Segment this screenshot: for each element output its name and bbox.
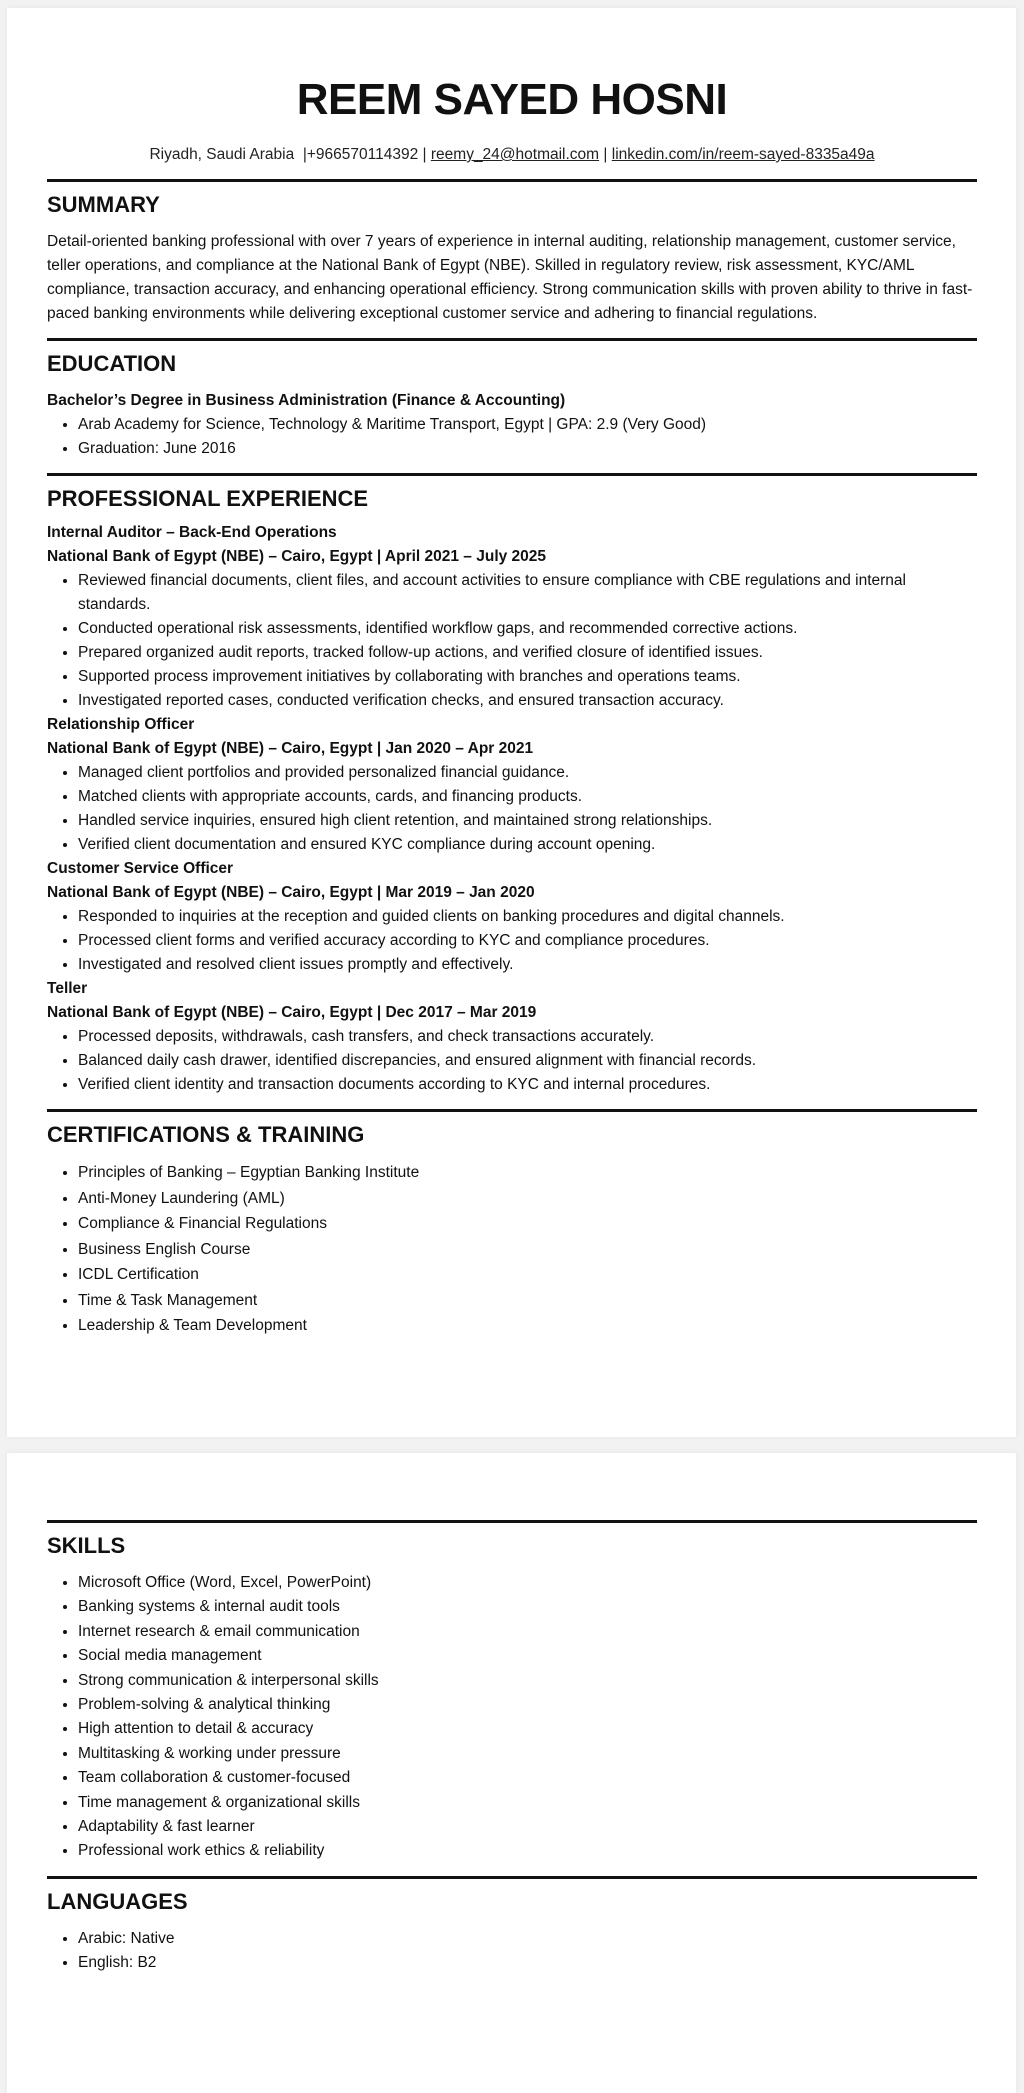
list-item: • Time management & organizational skills xyxy=(78,1791,977,1815)
divider xyxy=(47,1109,977,1112)
list-item: • Handled service inquiries, ensured high client retention, and maintained strong relationships. xyxy=(78,809,977,833)
resume-page-2 xyxy=(7,1453,1016,2093)
list-item: • Anti-Money Laundering (AML) xyxy=(78,1186,977,1212)
job-role: Customer Service Officer xyxy=(47,860,234,877)
list-item: • Professional work ethics & reliability xyxy=(78,1839,977,1863)
certifications-list xyxy=(47,1160,977,1339)
list-item: • Adaptability & fast learner xyxy=(78,1815,977,1839)
divider xyxy=(47,1520,977,1523)
list-item: • Internet research & email communication xyxy=(78,1620,977,1644)
job-bullets xyxy=(47,905,977,977)
languages-list xyxy=(47,1927,977,1976)
divider xyxy=(47,473,977,476)
skills-list xyxy=(47,1571,977,1864)
list-item: • Responded to inquiries at the reception and guided clients on banking procedures and digital channels. xyxy=(78,905,977,929)
job xyxy=(47,521,977,713)
list-item: • Matched clients with appropriate accounts, cards, and financing products. xyxy=(78,785,977,809)
job-bullets xyxy=(47,761,977,857)
list-item: • Compliance & Financial Regulations xyxy=(78,1211,977,1237)
job xyxy=(47,713,977,857)
email-link[interactable]: reemy_24@hotmail.com xyxy=(430,146,600,163)
linkedin-link[interactable]: linkedin.com/in/reem-sayed-8335a49a xyxy=(611,146,875,163)
divider xyxy=(47,1876,977,1879)
list-item: • Verified client identity and transaction documents according to KYC and internal procedures. xyxy=(78,1073,977,1097)
job-bullets xyxy=(47,569,977,713)
section-heading-certifications: CERTIFICATIONS & TRAINING xyxy=(47,1122,365,1147)
list-item: • Time & Task Management xyxy=(78,1288,977,1314)
list-item: • Microsoft Office (Word, Excel, PowerPoint) xyxy=(78,1571,977,1595)
contact-line xyxy=(47,143,977,167)
job-org: National Bank of Egypt (NBE) – Cairo, Egypt | Dec 2017 – Mar 2019 xyxy=(47,1004,537,1021)
list-item: • Balanced daily cash drawer, identified discrepancies, and ensured alignment with financial records. xyxy=(78,1049,977,1073)
candidate-name: REEM SAYED HOSNI xyxy=(296,75,728,124)
list-item: • Principles of Banking – Egyptian Banking Institute xyxy=(78,1160,977,1186)
summary-text: Detail-oriented banking professional with over 7 years of experience in internal auditing, relationship management, customer service, teller operations, and compliance at the National Bank of Egypt (NBE). Skilled in regulatory review, risk assessment, KYC/AML compliance, transaction accuracy, and enhancing operational efficiency. Strong communication skills with proven ability to thrive in fast-paced banking environments while delivering exceptional customer service and adhering to financial regulations. xyxy=(47,233,973,322)
section-heading-education: EDUCATION xyxy=(47,351,177,376)
job-org: National Bank of Egypt (NBE) – Cairo, Egypt | Jan 2020 – Apr 2021 xyxy=(47,740,534,757)
list-item: • Processed client forms and verified accuracy according to KYC and compliance procedures. xyxy=(78,929,977,953)
list-item: • Investigated and resolved client issues promptly and effectively. xyxy=(78,953,977,977)
list-item: • Processed deposits, withdrawals, cash transfers, and check transactions accurately. xyxy=(78,1025,977,1049)
list-item: • Conducted operational risk assessments, identified workflow gaps, and recommended corrective actions. xyxy=(78,617,977,641)
list-item: • Strong communication & interpersonal skills xyxy=(78,1669,977,1693)
list-item: • Arabic: Native xyxy=(78,1927,977,1951)
job-role: Internal Auditor – Back-End Operations xyxy=(47,524,337,541)
list-item: • Supported process improvement initiatives by collaborating with branches and operations teams. xyxy=(78,665,977,689)
phone: +966570114392 xyxy=(306,146,419,163)
list-item: • English: B2 xyxy=(78,1951,977,1975)
list-item: • Verified client documentation and ensured KYC compliance during account opening. xyxy=(78,833,977,857)
divider xyxy=(47,338,977,341)
list-item: • Prepared organized audit reports, tracked follow-up actions, and verified closure of identified issues. xyxy=(78,641,977,665)
section-heading-skills: SKILLS xyxy=(47,1533,126,1558)
list-item: • Leadership & Team Development xyxy=(78,1313,977,1339)
list-item: • Problem-solving & analytical thinking xyxy=(78,1693,977,1717)
resume-page-1 xyxy=(7,8,1016,1437)
location: Riyadh, Saudi Arabia xyxy=(149,146,295,163)
section-heading-languages: LANGUAGES xyxy=(47,1888,188,1914)
list-item: • ICDL Certification xyxy=(78,1262,977,1288)
list-item: • High attention to detail & accuracy xyxy=(78,1717,977,1741)
list-item: • Multitasking & working under pressure xyxy=(78,1742,977,1766)
list-item: • Reviewed financial documents, client files, and account activities to ensure compliance with CBE regulations and internal standards. xyxy=(78,569,977,617)
job-org: National Bank of Egypt (NBE) – Cairo, Egypt | April 2021 – July 2025 xyxy=(47,548,547,565)
separator: | xyxy=(603,146,608,163)
degree: Bachelor’s Degree in Business Administration (Finance & Accounting) xyxy=(47,392,566,409)
job-role: Relationship Officer xyxy=(47,716,195,733)
page-content xyxy=(47,75,977,1339)
divider xyxy=(47,179,977,182)
page-content xyxy=(47,1508,977,1976)
list-item: • Business English Course xyxy=(78,1237,977,1263)
list-item: • Investigated reported cases, conducted verification checks, and ensured transaction accuracy. xyxy=(78,689,977,713)
list-item: • Arab Academy for Science, Technology & Maritime Transport, Egypt | GPA: 2.9 (Very Good) xyxy=(78,413,977,437)
separator: | xyxy=(302,146,307,163)
job-role: Teller xyxy=(47,980,88,997)
job-bullets xyxy=(47,1025,977,1097)
list-item: • Banking systems & internal audit tools xyxy=(78,1595,977,1619)
list-item: • Social media management xyxy=(78,1644,977,1668)
list-item: • Managed client portfolios and provided personalized financial guidance. xyxy=(78,761,977,785)
job xyxy=(47,977,977,1097)
list-item: • Team collaboration & customer-focused xyxy=(78,1766,977,1790)
section-heading-summary: SUMMARY xyxy=(47,192,160,217)
section-heading-experience: PROFESSIONAL EXPERIENCE xyxy=(47,486,369,511)
list-item: • Graduation: June 2016 xyxy=(78,437,977,461)
separator: | xyxy=(422,146,427,163)
job-org: National Bank of Egypt (NBE) – Cairo, Egypt | Mar 2019 – Jan 2020 xyxy=(47,884,535,901)
education-list xyxy=(47,413,977,461)
job xyxy=(47,857,977,977)
